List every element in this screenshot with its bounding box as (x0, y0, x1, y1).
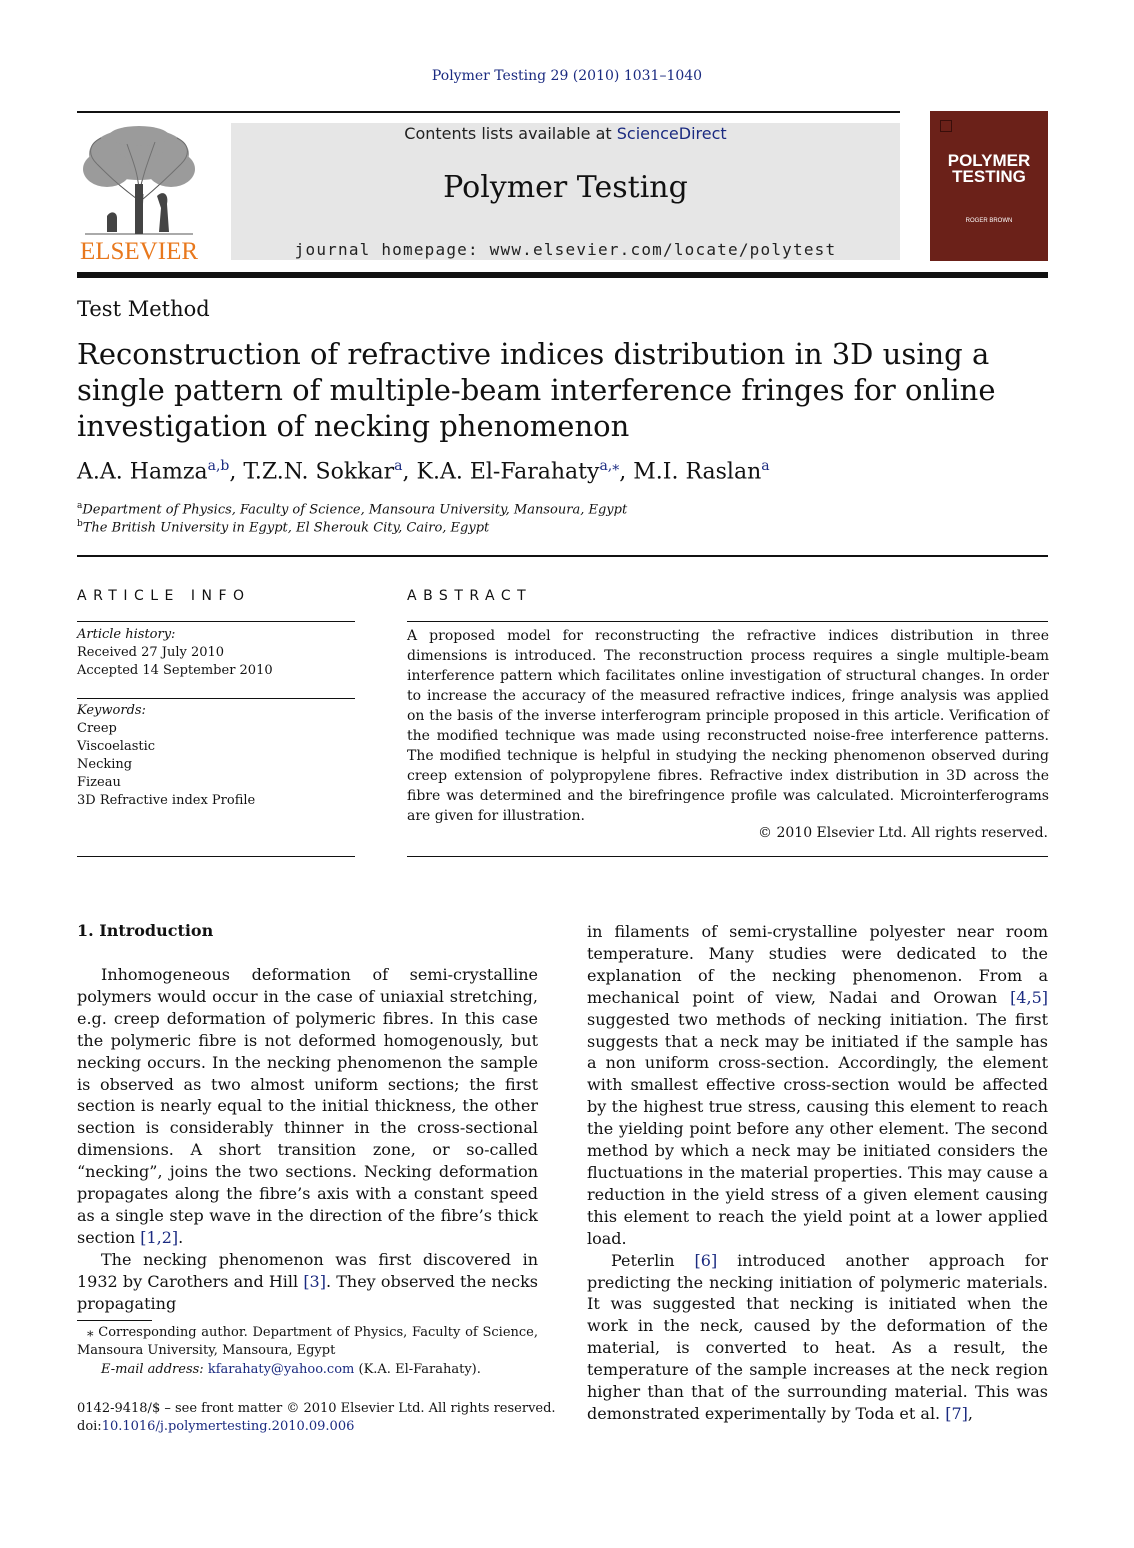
cover-title: POLYMER TESTING (947, 151, 1031, 186)
front-matter: 0142-9418/$ – see front matter © 2010 Elsevier Ltd. All rights reserved. (77, 1401, 556, 1416)
affiliation-b: $^b$The British University in Egypt, El Sherouk City, Cairo, Egypt (77, 519, 490, 536)
elsevier-logo[interactable] (77, 124, 201, 265)
abstract-text: A proposed model for reconstructing the refractive indices distribution in three dimensions is introduced. The reconstruction process requires a single multiple-beam interference pattern which facilitates online investigation of structural changes. In order to increase the accuracy of the measured refractive indices, fringe analysis was applied on the basis of the inverse interferogram principle proposed in this article. Verification of the modified technique was made using reconstructed noise-free interference patterns. The modified technique is helpful in studying the necking phenomenon observed during creep extension of polypropylene fibres. Refractive index distribution in 3D across the fibre was determined and the birefringence profile was calculated. Microinterferograms are given for illustration. (407, 628, 1049, 824)
history-rule (77, 698, 355, 699)
author-name: M.I. Raslan (633, 459, 762, 485)
body-left-column (77, 964, 538, 1315)
author-affiliation-link[interactable]: a (761, 458, 770, 474)
reference-link[interactable]: [1,2] (140, 1227, 179, 1247)
author-affiliation-link[interactable]: a (394, 458, 403, 474)
article-info-heading: ARTICLE INFO (77, 588, 251, 604)
header-rule-thick (77, 272, 1048, 278)
email-link[interactable]: kfarahaty@yahoo.com (207, 1362, 355, 1377)
body-right-column (587, 921, 1048, 1425)
cover-emblem-icon (940, 120, 952, 132)
received-date: Received 27 July 2010 (77, 645, 225, 660)
cover-editor: ROGER BROWN (965, 218, 1013, 224)
keyword[interactable]: 3D Refractive index Profile (77, 793, 256, 808)
accepted-date: Accepted 14 September 2010 (77, 663, 273, 678)
keywords-rule (77, 856, 355, 857)
contents-line: Contents lists available at ScienceDirect (404, 124, 727, 143)
reference-link[interactable]: [7] (945, 1403, 968, 1423)
journal-title: Polymer Testing (443, 170, 688, 205)
history-label: Article history: (77, 627, 176, 642)
reference-link[interactable]: [4,5] (1010, 987, 1048, 1007)
paragraph: Inhomogeneous deformation of semi-crystalline polymers would occur in the case of uniaxial stretching, e.g. creep deformation of polymeric fibres. In this case the polymeric fibre is not deformed homogenously, but necking occurs. In the necking phenomenon the sample is observed as two almost uniform sections; the first section is nearly equal to the initial thickness, the other section is considerably thinner in the cross-sectional dimensions. A short transition zone, or so-called “necking”, joins the two sections. Necking deformation propagates along the fibre’s axis with a constant speed as a single step wave in the direction of the fibre’s thick section [1,2]. (77, 965, 538, 1247)
article-type: Test Method (77, 297, 210, 321)
affiliation-a: $^a$Department of Physics, Faculty of Science, Mansoura University, Mansoura, Egypt (77, 501, 628, 518)
article-history (77, 626, 357, 680)
keywords-label: Keywords: (77, 703, 146, 718)
author-affiliation-link[interactable]: a,⁎ (599, 458, 620, 474)
article-title: Reconstruction of refractive indices distribution in 3D using a single pattern of multiple-beam interference fringes for online investigation of necking phenomenon (77, 337, 996, 443)
keyword[interactable]: Viscoelastic (77, 739, 156, 754)
footnote-rule (77, 1320, 152, 1321)
author-list: A.A. Hamza$^{a,b}$, T.Z.N. Sokkar$^a$, K.A. El-Farahaty$^{a,⁎}$, M.I. Raslan$^a$ (77, 458, 770, 485)
author-name: T.Z.N. Sokkar (243, 459, 395, 485)
abstract-rule-top (407, 621, 1048, 622)
elsevier-wordmark: ELSEVIER (79, 238, 199, 265)
title-rule-bottom (77, 555, 1048, 557)
corresponding-author-note: ⁎ Corresponding author. Department of Physics, Faculty of Science, Mansoura University, Mansoura, Egypt (77, 1325, 538, 1358)
journal-banner (231, 123, 900, 260)
header-rule-top (77, 111, 900, 113)
reference-link[interactable]: [6] (694, 1250, 718, 1270)
doi-line: doi:10.1016/j.polymertesting.2010.09.006 (77, 1419, 355, 1434)
tree-icon (77, 124, 201, 236)
paragraph: Peterlin [6] introduced another approach for predicting the necking initiation of polymeric materials. It was suggested that necking is initiated when the work in the neck, caused by the deformation of the material, is converted to heat. As a result, the temperature of the sample increases at the neck region higher than that of the surrounding material. This was demonstrated experimentally by Toda et al. [7], (587, 1250, 1048, 1423)
journal-cover[interactable] (930, 111, 1048, 261)
author-affiliation-link[interactable]: a,b (207, 458, 230, 474)
keyword[interactable]: Creep (77, 721, 117, 736)
doi-link[interactable]: 10.1016/j.polymertesting.2010.09.006 (101, 1419, 355, 1434)
keyword[interactable]: Necking (77, 757, 133, 772)
section-heading-introduction: 1. Introduction (77, 921, 214, 940)
author-name: A.A. Hamza (77, 459, 208, 485)
author-name: K.A. El-Farahaty (416, 459, 600, 485)
keyword[interactable]: Fizeau (77, 775, 121, 790)
journal-homepage[interactable]: journal homepage: www.elsevier.com/locate/polytest (294, 240, 837, 259)
keywords-block (77, 702, 357, 810)
sciencedirect-link[interactable]: ScienceDirect (616, 124, 727, 143)
paragraph: in filaments of semi-crystalline polyester near room temperature. Many studies were dedicated to the explanation of the necking phenomenon. From a mechanical point of view, Nadai and Orowan [4,5] suggested two methods of necking initiation. The first suggests that a neck may be initiated if the sample has a non uniform cross-section. Accordingly, the element with smallest effective cross-section would be affected by the highest true stress, causing this element to reach the yielding point before any other element. The second method by which a neck may be initiated considers the fluctuations in the material properties. This may cause a reduction in the yield stress of a given element causing this element to reach the yield point at a lower applied load. (587, 922, 1048, 1248)
reference-link[interactable]: [3] (303, 1271, 326, 1291)
journal-citation[interactable]: Polymer Testing 29 (2010) 1031–1040 (431, 68, 703, 84)
email-note: E-mail address: kfarahaty@yahoo.com (K.A. El-Farahaty). (101, 1362, 481, 1377)
abstract-heading: ABSTRACT (407, 588, 533, 604)
abstract-rule-bottom (407, 856, 1048, 857)
abstract-copyright: © 2010 Elsevier Ltd. All rights reserved. (758, 825, 1048, 841)
paragraph: The necking phenomenon was first discovered in 1932 by Carothers and Hill [3]. They observed the necks propagating (77, 1249, 538, 1313)
article-info-rule (77, 621, 355, 622)
